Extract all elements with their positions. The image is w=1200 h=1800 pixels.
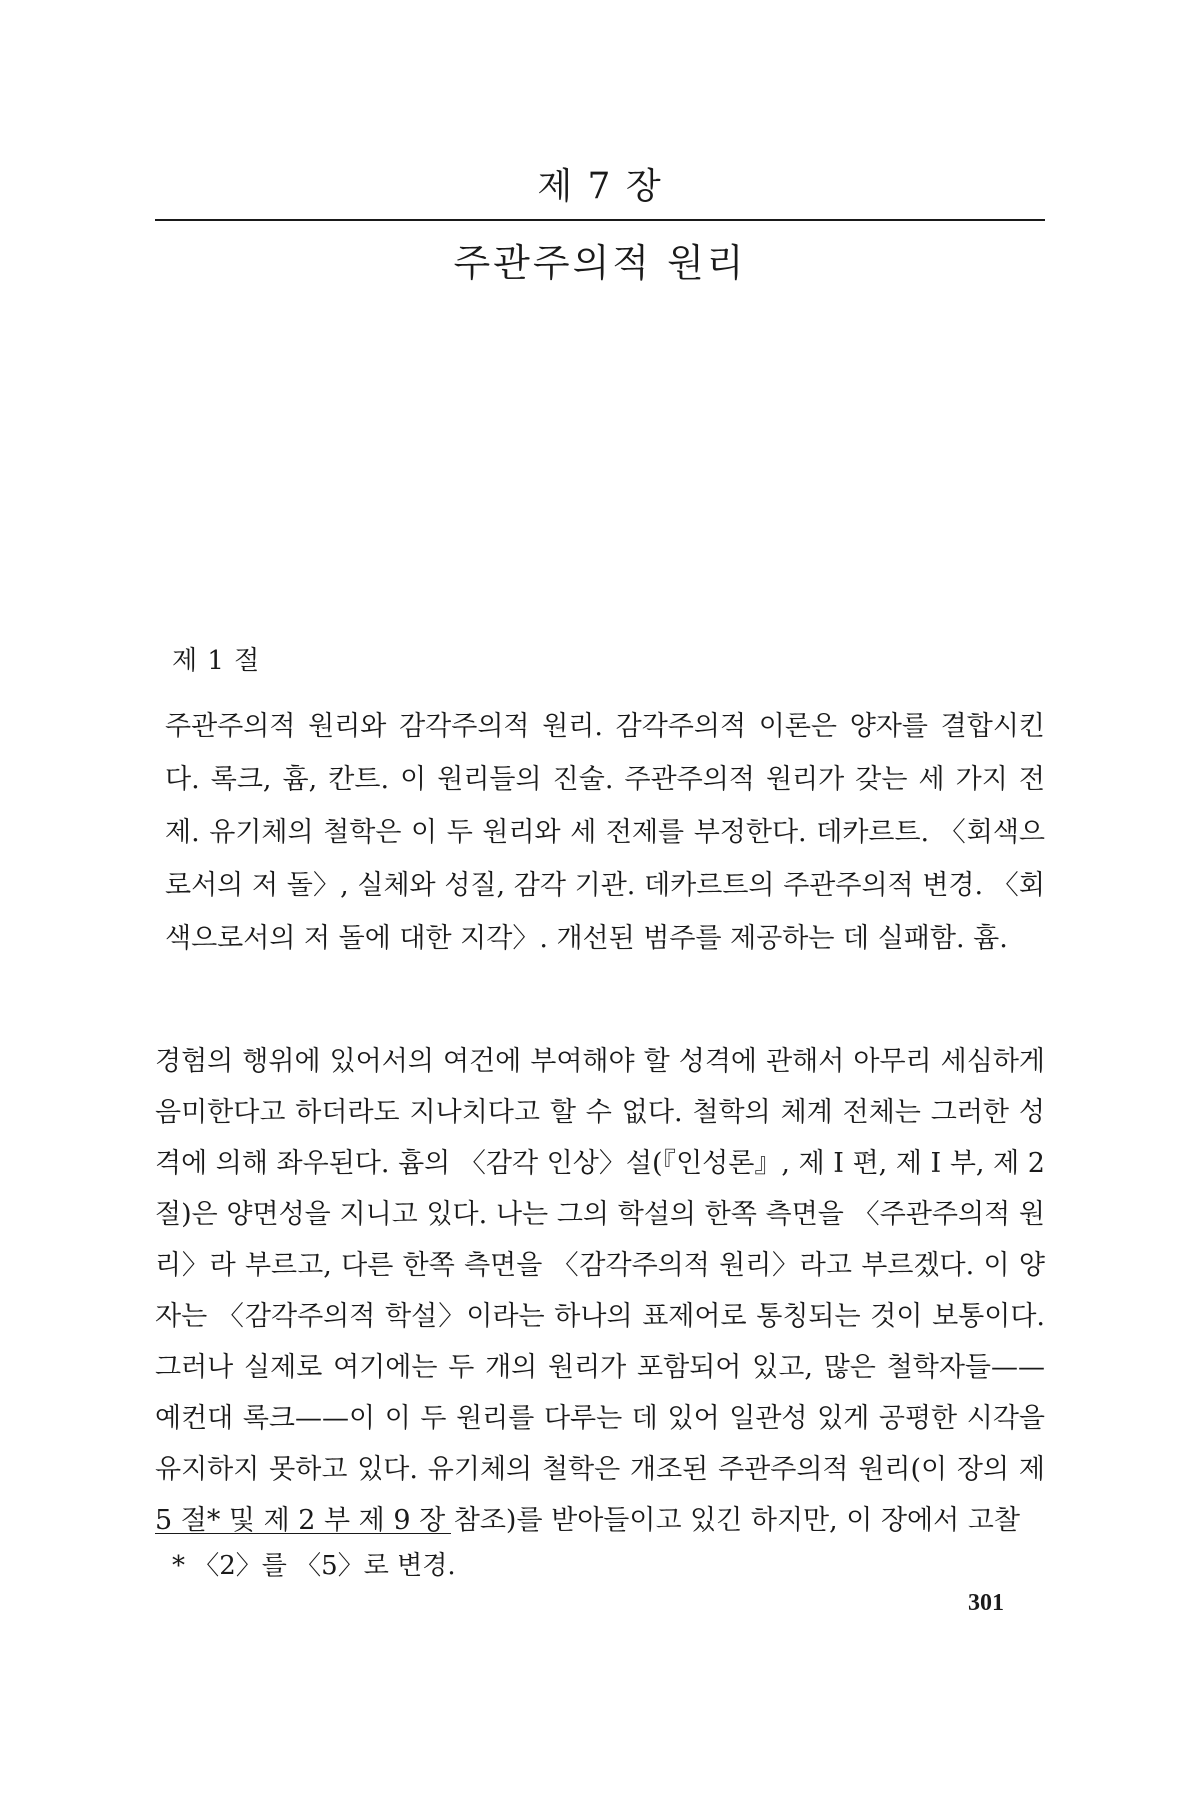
page-number: 301 (968, 1590, 1004, 1616)
chapter-number: 제 7 장 (537, 166, 663, 207)
section-label: 제 1 절 (172, 646, 261, 676)
body-paragraph: 경험의 행위에 있어서의 여건에 부여해야 할 성격에 관해서 아무리 세심하게 음미한다고 하더라도 지나치다고 할 수 없다. 철학의 체계 전체는 그러한 성격에 의해 좌우된다. 흄의 〈감각 인상〉설(『인성론』, 제 I 편, 제 I 부, 제 2 절)은 양면성을 지니고 있다. 나는 그의 학설의 한쪽 측면을 〈주관주의적 원리〉라 부르고, 다른 한쪽 측면을 〈감각주의적 원리〉라고 부르겠다. 이 양자는 〈감각주의적 학설〉이라는 하나의 표제어로 통칭되는 것이 보통이다. 그러나 실제로 여기에는 두 개의 원리가 포함되어 있고, 많은 철학자들——예컨대 록크——이 이 두 원리를 다루는 데 있어 일관성 있게 공평한 시각을 유지하지 못하고 있다. 유기체의 철학은 개조된 주관주의적 원리(이 장의 제 5 절* 및 제 2 부 제 9 장 참조)를 받아들이고 있긴 하지만, 이 장에서 고찰 (155, 1046, 1045, 1536)
footnote-divider (155, 1533, 451, 1534)
chapter-divider (155, 219, 1045, 221)
section-summary: 주관주의적 원리와 감각주의적 원리. 감각주의적 이론은 양자를 결합시킨다. 록크, 흄, 칸트. 이 원리들의 진술. 주관주의적 원리가 갖는 세 가지 전제. 유기체의 철학은 이 두 원리와 세 전제를 부정한다. 데카르트. 〈회색으로서의 저 돌〉, 실체와 성질, 감각 기관. 데카르트의 주관주의적 변경. 〈회색으로서의 저 돌에 대한 지각〉. 개선된 범주를 제공하는 데 실패함. 흄. (165, 711, 1045, 954)
footnote: * 〈2〉를 〈5〉로 변경. (172, 1551, 456, 1581)
chapter-title: 주관주의적 원리 (453, 241, 747, 285)
